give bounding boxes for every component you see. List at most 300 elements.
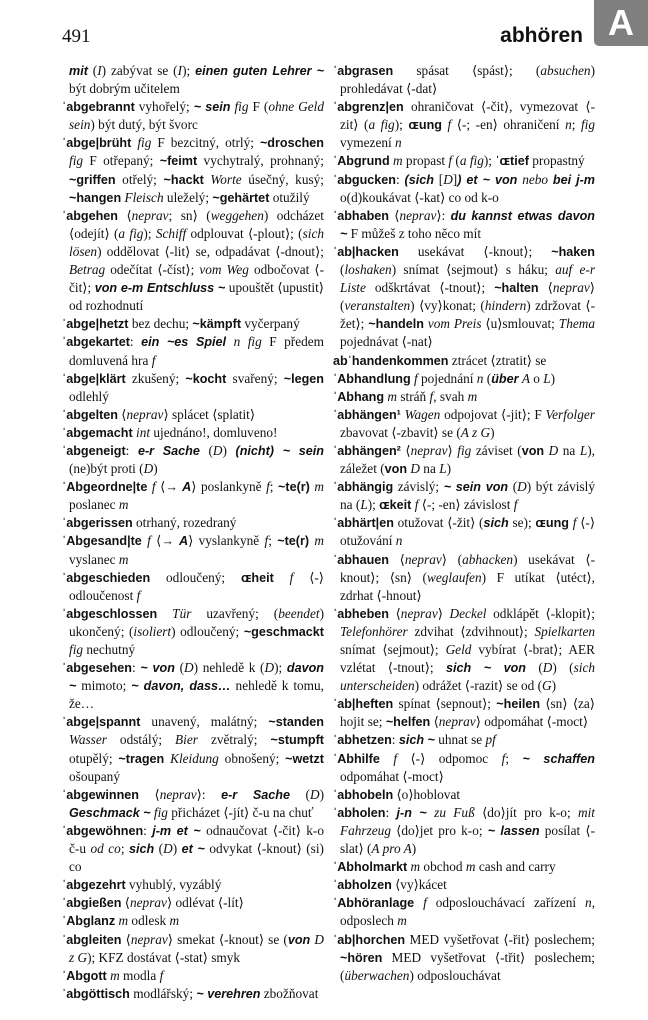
entry-text: propast [402, 153, 449, 169]
entry-text: ) odrážet ⟨-razit⟩ se od ( [414, 678, 542, 694]
entry-text: ); [274, 660, 287, 676]
entry-text: ⟨u⟩smlouvat; [481, 316, 559, 332]
entry-text: ); [182, 63, 196, 78]
entry-text: obnošený; [218, 750, 286, 766]
headword: ˈAbholmarkt [333, 860, 408, 875]
entry-text: m [465, 859, 476, 875]
entry-text: odpojovat ⟨-jit⟩; F [440, 406, 546, 422]
dictionary-entry [333, 442, 595, 478]
entry-text: int [136, 424, 151, 440]
entry-text: f [266, 479, 270, 495]
dictionary-entry [333, 243, 595, 352]
entry-text: : [129, 334, 142, 350]
entry-text: m [314, 479, 324, 495]
dictionary-entry [62, 98, 324, 134]
entry-text: odvykat ⟨-knout⟩ (si) co [69, 841, 324, 875]
entry-text: ) [490, 424, 495, 440]
entry-text: ⟩ vyslankyně [188, 533, 265, 549]
entry-text: ) [411, 841, 417, 857]
entry-text: Worte [210, 171, 242, 187]
entry-text: Betrag [69, 262, 106, 278]
entry-text: ~ schaffen [522, 751, 595, 766]
headword: ~hackt [163, 172, 204, 187]
dictionary-entry [333, 931, 595, 985]
entry-text: zkušený; [125, 370, 186, 386]
entry-text: Wagen [404, 406, 441, 422]
headword: ~droschen [259, 136, 324, 151]
headword: ˈabhetzen [333, 733, 392, 748]
headword: ~handeln [368, 317, 424, 332]
entry-text: m [118, 497, 129, 513]
entry-text: ); [483, 153, 496, 169]
entry-text: odškrtávat ⟨-tnout⟩; [365, 280, 495, 296]
entry-text: f [429, 388, 434, 404]
entry-text: D z G [69, 931, 324, 965]
entry-text: neprav [131, 207, 169, 223]
entry-text: sich ~ [398, 733, 435, 748]
entry-text: n [585, 895, 592, 911]
entry-text: bei j-m [552, 172, 595, 187]
entry-text: ) zabývat se ( [101, 63, 178, 78]
entry-text: : [385, 804, 397, 820]
entry-text: vyhořelý; [134, 99, 194, 115]
entry-text: fig [234, 99, 249, 115]
entry-text: zbavovat ⟨-zbavit⟩ se ( [340, 424, 461, 440]
entry-text: odbočovat ⟨-čit⟩; [69, 262, 324, 296]
entry-text: uleželý; [163, 189, 213, 205]
entry-text: n fig [233, 334, 262, 350]
headword: ˈabgrenz|en [333, 100, 404, 115]
entry-text: ⟨-⟩ otužování [340, 515, 596, 549]
entry-text: f [151, 352, 156, 368]
entry-text: absuchen [540, 63, 591, 78]
entry-text: ); [367, 497, 380, 513]
headword: ˈab|horchen [333, 932, 406, 947]
headword: ˈabgebrannt [62, 100, 135, 115]
headword: ~heilen [496, 697, 541, 712]
entry-text: L [543, 370, 551, 386]
entry-text: ⟩: [436, 207, 451, 223]
entry-text: zu Fuß [434, 804, 475, 820]
entry-text: vyhublý, vyzáblý [125, 877, 222, 893]
entry-text: m [314, 533, 324, 549]
entry-text: Bier [175, 732, 198, 748]
entry-text: D [309, 786, 320, 802]
entry-text: modlářský; [129, 985, 197, 1001]
headword: ˈabgelten [62, 407, 118, 422]
entry-text: neprav [410, 442, 448, 458]
entry-text: : [395, 171, 405, 187]
entry-text: odstálý; [106, 732, 176, 748]
dictionary-entry [333, 731, 595, 749]
entry-text: závislý; [393, 479, 444, 495]
entry-text: ) usekávat ⟨-knout⟩; ⟨sn⟩ ( [340, 551, 595, 585]
entry-text: usekávat ⟨-knout⟩; [398, 243, 552, 259]
dictionary-entry [62, 514, 324, 532]
dictionary-entry [333, 786, 595, 804]
headword: ~helfen [385, 715, 431, 730]
entry-text: m [397, 913, 407, 929]
entry-text: modla [119, 967, 160, 983]
entry-text: ) zdržovat ⟨-žet⟩; [340, 298, 595, 332]
headword: ˈabgekartet [62, 335, 130, 350]
entry-text: ~ sein [193, 100, 231, 115]
entry-text: odlesk [128, 913, 170, 929]
entry-text: Geschmack ~ [69, 805, 151, 820]
entry-text: odloučený; [150, 569, 241, 585]
entry-text: otužovat ⟨-žit⟩ ( [393, 515, 484, 531]
entry-text: (ne)být proti ( [69, 461, 144, 477]
entry-text: ] [452, 171, 458, 187]
entry-text: ⟨-⟩ odloučenost [69, 569, 324, 603]
entry-text: ( [199, 442, 213, 458]
headword: ɶung [535, 516, 569, 531]
entry-text: ⟨-; -en⟩ ohraničení [451, 117, 566, 133]
entry-text: D [443, 171, 453, 187]
entry-text: sich unterscheiden [340, 660, 595, 694]
entry-text: ⟨ [150, 533, 162, 549]
entry-text: Wasser [69, 732, 107, 748]
entry-text: MED vyšetřovat ⟨-řit⟩ poslechem; [405, 931, 595, 947]
entry-text: n [476, 370, 484, 386]
dictionary-entry [62, 967, 324, 985]
entry-text: veranstalten [344, 298, 411, 314]
entry-text: A z G [460, 424, 491, 440]
dictionary-entry [333, 551, 595, 605]
dictionary-entry [62, 985, 324, 1003]
entry-text: ) F utíkat ⟨utéct⟩, zdrhat ⟨-hnout⟩ [340, 569, 595, 603]
entry-text: : [391, 732, 399, 748]
entry-text: ohne Geld sein [69, 99, 324, 133]
entry-text: abhacken [462, 551, 514, 567]
entry-text: L [579, 442, 588, 458]
entry-text: ( [154, 841, 164, 857]
entry-text: (sich [404, 172, 434, 187]
entry-text: ( [525, 660, 543, 676]
entry-text: ) nehledě k ( [193, 660, 265, 676]
letter-tab: A [594, 0, 648, 46]
dictionary-entry [333, 695, 595, 731]
entry-text: sich [483, 516, 509, 531]
headword: ~kocht [185, 371, 227, 386]
entry-text: vom Preis [427, 316, 482, 332]
entry-text: D [184, 660, 194, 676]
headword: ˈabholzen [333, 878, 392, 893]
entry-text: über [491, 371, 519, 386]
entry-text: f [393, 750, 398, 766]
entry-text: ) snímat ⟨sejmout⟩ s háku; [391, 262, 556, 278]
entry-text: ), záležet ( [340, 442, 596, 477]
entry-text: du kannst etwas davon ~ [340, 208, 595, 241]
entry-text: fig [457, 442, 472, 458]
entry-text: fig [69, 642, 84, 657]
dictionary-entry [333, 207, 595, 243]
dictionary-entry [333, 858, 595, 876]
entry-text: Schiff [155, 225, 187, 241]
entry-text: f [513, 497, 518, 513]
headword: ˈab|hacken [333, 244, 399, 259]
entry-text: ) [550, 370, 556, 386]
entry-text: odplouvat ⟨-plout⟩; ( [186, 225, 303, 241]
entry-text: zdvihat ⟨zdvihnout⟩; [407, 623, 535, 639]
entry-text: f [147, 533, 151, 549]
entry-text: isoliert [133, 623, 172, 639]
entry-text: ošoupaný [69, 768, 120, 784]
headword: ˈAbhilfe [333, 751, 380, 766]
entry-text: Telefonhörer [340, 623, 408, 639]
entry-text: otupělý; [69, 750, 119, 766]
entry-text: ) ukončený; ( [69, 605, 324, 639]
headword: ˈabgemacht [62, 425, 133, 440]
entry-text: neprav [400, 605, 438, 621]
entry-text: ein ~es Spiel [141, 335, 227, 350]
dictionary-entry [62, 605, 324, 659]
headword: abˈhandenkommen [333, 353, 449, 368]
entry-text: vom Weg [199, 262, 249, 278]
entry-text: mimoto; [76, 678, 132, 694]
entry-text: D [517, 479, 527, 495]
entry-text: na [558, 442, 580, 458]
entry-text: a fig [459, 153, 484, 169]
headword: ˈabgewinnen [62, 787, 139, 802]
entry-text: se); [508, 515, 536, 531]
entry-text [274, 570, 290, 585]
entry-text: ⟩ poslankyně [191, 479, 267, 495]
entry-text: vychytralý, prohnaný; [197, 153, 324, 169]
dictionary-entry [62, 894, 324, 912]
entry-text: ⟨ [388, 207, 400, 223]
entry-text: weglaufen [426, 569, 482, 585]
entry-text: beendet [278, 605, 320, 621]
entry-text: von e-m Entschluss ~ [94, 281, 226, 296]
dictionary-entry [333, 352, 595, 370]
entry-text [157, 606, 172, 621]
entry-text: ~ von [140, 661, 175, 676]
entry-text: odposlouchávací zařízení [426, 895, 586, 911]
entry-text: neprav [126, 406, 164, 422]
entry-text: odlehlý [69, 388, 109, 404]
entry-text: D [542, 660, 553, 676]
entry-text: I [97, 63, 102, 78]
entry-text: ( [483, 370, 492, 386]
entry-text: → A [165, 480, 192, 495]
headword: ~hören [340, 950, 383, 965]
entry-text: D [143, 461, 154, 477]
entry-text: otužilý [269, 189, 310, 205]
dictionary-entry [333, 406, 595, 442]
dictionary-entry [333, 876, 595, 894]
entry-text: ⟨ [388, 551, 405, 567]
entry-text: D [163, 841, 173, 857]
headword: ˈabhärt|en [333, 516, 394, 531]
entry-text: stráň [397, 388, 430, 404]
headword: ˈAbhang [333, 389, 385, 404]
entry-text: ⟨do⟩jet pro k-o; [390, 822, 488, 838]
entry-text: ( [289, 786, 310, 802]
entry-text: Spielkarten [534, 623, 595, 639]
headword: ˈabgeschieden [62, 570, 151, 585]
entry-text: Verfolger [545, 406, 595, 422]
dictionary-entry [62, 478, 324, 514]
entry-text: ) odloučený; [171, 623, 244, 639]
entry-text: vyčerpaný [241, 316, 300, 332]
headword: ˈabhobeln [333, 787, 394, 802]
entry-text: ztrácet ⟨ztratit⟩ se [448, 352, 547, 368]
entry-text: F otřepaný; [83, 153, 160, 169]
entry-text: úsečný, kusý; [241, 171, 324, 187]
entry-text: posílat ⟨-slat⟩ ( [340, 822, 595, 857]
dictionary-entry [333, 514, 595, 550]
headword: ~stumpft [270, 733, 324, 748]
headword: ˈabgleiten [62, 932, 122, 947]
entry-text: F předem domluvená hra [69, 334, 324, 368]
entry-text: vymezení [340, 135, 396, 151]
dictionary-entry [333, 894, 595, 930]
entry-text: přicházet ⟨-jít⟩ č-u na chuť [167, 804, 314, 820]
entry-text: : [143, 822, 153, 838]
entry-text: ) [153, 461, 158, 477]
dictionary-entry [62, 786, 324, 822]
dictionary-entry [62, 315, 324, 333]
entry-text: ⟨sn⟩ ⟨za⟩hojit se; [340, 696, 595, 730]
headword: ~haken [551, 244, 595, 259]
entry-text: pf [485, 732, 496, 748]
entry-text: A pro A [371, 841, 412, 857]
left-column [62, 62, 324, 1003]
entry-text: vybírat ⟨-brat⟩; AER vzlétat ⟨-tnout⟩; [340, 642, 596, 676]
dictionary-entry [333, 605, 595, 695]
entry-text: odklápět ⟨-klopit⟩; [486, 605, 595, 621]
entry-text: nehledě k tomu, že… [69, 678, 324, 712]
entry-text: fig [69, 153, 84, 169]
entry-text: D [212, 442, 223, 458]
dictionary-entry [333, 62, 595, 98]
entry-text: f [423, 895, 427, 911]
entry-text: A [521, 370, 530, 386]
entry-text: ⟨vy⟩kácet [391, 877, 447, 893]
entry-text: : [125, 442, 138, 458]
dictionary-entry [62, 333, 324, 369]
entry-text: sich [129, 842, 155, 857]
headword: ˈabheben [333, 606, 389, 621]
entry-text: D [548, 442, 559, 458]
entry-text: ⟨ [117, 406, 127, 422]
entry-text: ; sn⟩ ( [168, 207, 211, 223]
entry-text: f [501, 750, 506, 766]
headword: ˈab|heften [333, 697, 394, 712]
entry-text: e-r Sache [221, 787, 290, 802]
entry-text: a fig [368, 117, 395, 133]
headword: ˈabgießen [62, 896, 122, 911]
entry-text: neprav [552, 280, 590, 296]
headword: ~gehärtet [212, 190, 270, 205]
entry-text: F ( [248, 99, 269, 115]
headword: von [521, 443, 545, 458]
entry-text: ⟨ [538, 280, 553, 296]
entry-text: einen guten Lehrer ~ [195, 64, 324, 78]
entry-text: ⟨ [388, 605, 401, 621]
entry-text: ) být dutý, být švorc [90, 117, 198, 133]
entry-text: → A [161, 534, 189, 549]
entry-text: f [159, 967, 164, 983]
headword: ˈabholen [333, 805, 386, 820]
entry-text: ⟩ odpomáhat ⟨-moct⟩ [475, 714, 589, 730]
entry-text [226, 334, 234, 349]
entry-text: pojednávat ⟨-nat⟩ [340, 334, 433, 350]
entry-text: ( [174, 660, 185, 676]
entry-text: sich ~ von [445, 661, 526, 676]
entry-text: m [169, 913, 180, 929]
dictionary-entry [62, 931, 324, 967]
entry-text: auf e-r Liste [340, 262, 595, 296]
entry-text: odnaučovat ⟨-čit⟩ k-o č-u [69, 822, 324, 857]
dictionary-entry [62, 713, 324, 785]
headword: ˈabgrasen [333, 64, 394, 78]
entry-text: ⟨-⟩ odpomoc [397, 750, 502, 766]
entry-text: od co [90, 841, 121, 857]
entry-text: záviset ( [471, 442, 522, 458]
entry-text: mit [69, 64, 88, 78]
entry-text: m [110, 967, 120, 983]
entry-text: ⟨ [400, 442, 411, 458]
dictionary-entry [62, 370, 324, 406]
headword: ˈAbgrund [333, 154, 390, 169]
entry-text: bez dechu; [128, 316, 193, 332]
entry-text: : [132, 660, 141, 676]
entry-text: ~ sein von [443, 480, 509, 495]
dictionary-entry [333, 478, 595, 514]
headword: ˈɶtief [495, 154, 529, 169]
headword: ~feimt [159, 154, 198, 169]
entry-text: zbožňovat [260, 985, 319, 1001]
headword: ~te(r) [278, 480, 310, 495]
headword: von [384, 462, 408, 477]
entry-text: davon ~ [69, 661, 324, 694]
entry-text: uzavřený; ( [191, 605, 279, 621]
entry-text: ) et ~ von [457, 172, 518, 187]
entry-text: neprav [159, 786, 197, 802]
entry-text: upouštět ⟨upustit⟩ od rozhodnutí [69, 280, 324, 314]
entry-text: neprav [399, 207, 437, 223]
entry-text: neprav [438, 714, 476, 730]
entry-text: ⟨ [138, 786, 160, 802]
dictionary-entry [62, 134, 324, 206]
headword: ˈabhängig [333, 480, 394, 495]
entry-text: ⟩ ( [340, 280, 595, 314]
dictionary-entry [62, 876, 324, 894]
entry-text: m [467, 388, 478, 404]
entry-text: na [419, 461, 440, 477]
entry-text: fig [580, 117, 596, 133]
headword: ɶung [408, 118, 442, 133]
entry-text: ⟩ splácet ⟨splatit⟩ [163, 406, 256, 422]
entry-text: ~ davon, dass… [131, 679, 231, 694]
headword: ˈAbhandlung [333, 371, 411, 386]
headword: ~tragen [118, 751, 165, 766]
entry-text: ⟩ ( [441, 551, 463, 567]
headword: ˈabge|spannt [62, 715, 141, 730]
entry-text: ) [172, 841, 182, 857]
entry-text: ; [268, 533, 278, 549]
dictionary-entry [62, 569, 324, 605]
dictionary-entry [333, 750, 595, 786]
entry-text: f [413, 370, 418, 386]
headword: ˈabhauen [333, 552, 389, 567]
entry-text: , svah [433, 388, 468, 404]
entry-text: ⟩ odlévat ⟨-lít⟩ [166, 895, 244, 911]
entry-text: ( [87, 63, 98, 78]
entry-text: fig [137, 135, 152, 151]
